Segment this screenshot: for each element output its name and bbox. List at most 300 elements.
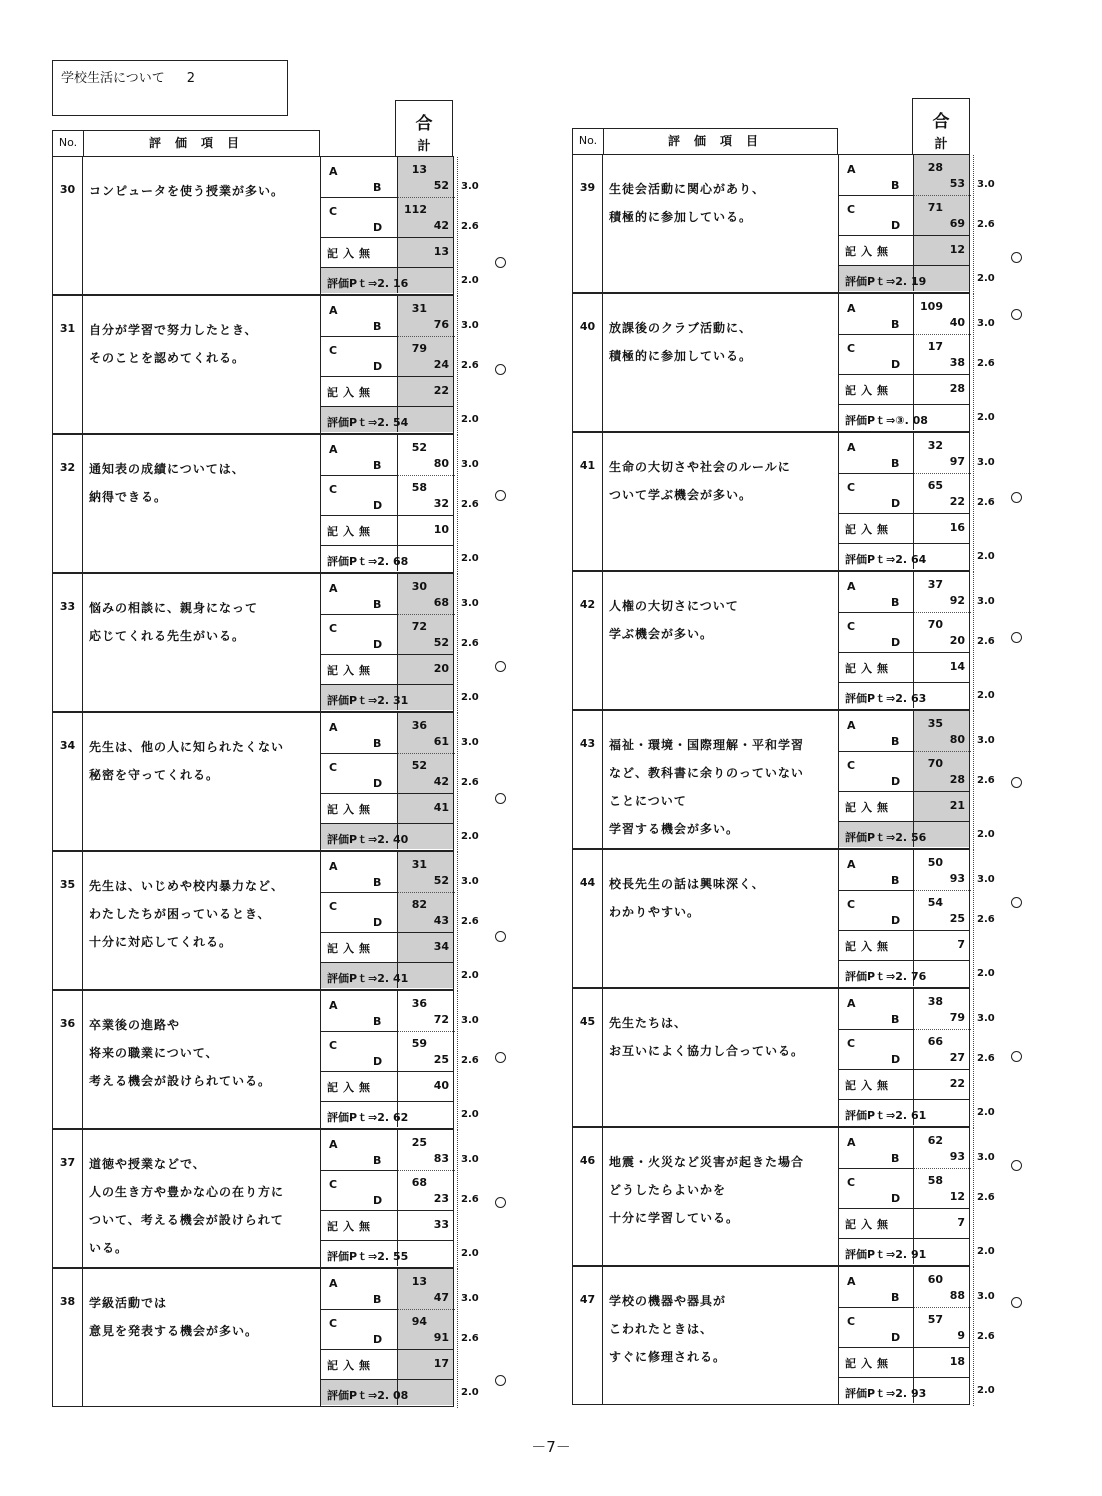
item-number: 37 — [53, 1130, 83, 1267]
section-number: 2 — [186, 71, 196, 86]
scale-2-6: 2.6 — [461, 777, 479, 788]
column-divider — [397, 574, 398, 710]
scale-2-0: 2.0 — [461, 692, 479, 703]
item-number: 47 — [573, 1267, 603, 1404]
question-line: 十分に学習している。 — [609, 1211, 740, 1225]
dotted-divider — [913, 1168, 971, 1169]
position-marker — [1011, 1297, 1022, 1308]
scale-2-6: 2.6 — [977, 497, 995, 508]
value-c: 112 — [404, 203, 427, 216]
pt-prefix: 評価Pｔ⇒ — [327, 1389, 378, 1402]
kinyu-value: 7 — [957, 1216, 965, 1229]
cell-divider — [839, 543, 969, 544]
pt-value: 2. 76 — [895, 970, 927, 983]
value-b: 68 — [433, 596, 449, 609]
cell-divider — [321, 1379, 453, 1380]
cell-divider — [321, 237, 453, 238]
kinyu-label: 記入無 — [845, 1079, 893, 1092]
pt-value: 2. 40 — [377, 833, 409, 846]
table-row — [52, 434, 479, 573]
question-line: わたしたちが困っているとき、 — [89, 907, 271, 921]
table-header-left — [52, 130, 320, 156]
value-d: 25 — [433, 1053, 449, 1066]
cell-divider — [839, 751, 913, 752]
value-c: 54 — [927, 896, 943, 909]
kinyu-label: 記入無 — [327, 1081, 375, 1094]
kinyu-value: 18 — [949, 1355, 965, 1368]
question-line: 生命の大切さや社会のルールに — [609, 460, 791, 474]
label-d: D — [373, 360, 383, 373]
table-row — [52, 1268, 479, 1407]
cell-divider — [321, 654, 453, 655]
kinyu-value: 21 — [949, 799, 965, 812]
cell-divider — [321, 962, 453, 963]
value-d: 20 — [949, 634, 965, 647]
label-c: C — [847, 1176, 856, 1189]
scale-2-0: 2.0 — [461, 275, 479, 286]
value-a: 28 — [927, 161, 943, 174]
column-divider — [913, 572, 914, 708]
cell-divider — [839, 960, 969, 961]
question-line: 積極的に参加している。 — [609, 210, 753, 224]
item-number: 36 — [53, 991, 83, 1128]
position-marker — [495, 1052, 506, 1063]
column-divider — [913, 433, 914, 569]
item-number: 33 — [53, 574, 83, 711]
dotted-divider — [397, 753, 455, 754]
scale-2-0: 2.0 — [977, 1246, 995, 1257]
question-line: 十分に対応してくれる。 — [89, 935, 233, 949]
value-c: 52 — [411, 759, 427, 772]
label-a: A — [847, 719, 856, 732]
column-divider — [913, 294, 914, 430]
scale-2-0: 2.0 — [977, 1107, 995, 1118]
label-c: C — [847, 203, 856, 216]
column-divider — [397, 1269, 398, 1405]
label-a: A — [847, 302, 856, 315]
position-marker — [1011, 492, 1022, 503]
table-row — [572, 1127, 995, 1266]
item-question — [83, 435, 321, 572]
label-c: C — [329, 1039, 338, 1052]
cell-divider — [839, 791, 969, 792]
scale-2-6: 2.6 — [461, 638, 479, 649]
cell-divider — [321, 932, 453, 933]
table-row — [572, 710, 995, 849]
pt-value: ③. 08 — [895, 414, 928, 427]
pt-value: 2. 93 — [895, 1387, 927, 1400]
label-c: C — [847, 898, 856, 911]
scale-3-0: 3.0 — [977, 179, 995, 190]
value-c: 58 — [927, 1174, 943, 1187]
question-line: 悩みの相談に、親身になって — [89, 601, 259, 615]
question-line: こわれたときは、 — [609, 1322, 714, 1336]
label-a: A — [847, 1136, 856, 1149]
dotted-divider — [913, 612, 971, 613]
position-marker — [495, 257, 506, 268]
position-marker — [1011, 252, 1022, 263]
value-d: 38 — [949, 356, 965, 369]
evaluation-pt — [845, 968, 926, 984]
value-c: 94 — [411, 1315, 427, 1328]
value-b: 80 — [949, 733, 965, 746]
value-b: 79 — [949, 1011, 965, 1024]
section-title-box — [52, 60, 288, 116]
label-b: B — [891, 318, 900, 331]
scale-2-6: 2.6 — [977, 914, 995, 925]
item-question — [83, 713, 321, 850]
dotted-divider — [913, 751, 971, 752]
label-c: C — [329, 900, 338, 913]
scale-3-0: 3.0 — [461, 1154, 479, 1165]
cell-divider — [321, 197, 397, 198]
item-number: 46 — [573, 1128, 603, 1265]
value-a: 13 — [411, 1275, 427, 1288]
value-c: 58 — [411, 481, 427, 494]
label-b: B — [891, 179, 900, 192]
label-c: C — [329, 344, 338, 357]
pt-prefix: 評価Pｔ⇒ — [845, 1387, 896, 1400]
question-line: 放課後のクラブ活動に、 — [609, 321, 753, 335]
position-marker — [1011, 632, 1022, 643]
table-row — [572, 988, 995, 1127]
question-line: 積極的に参加している。 — [609, 349, 753, 363]
label-d: D — [373, 1194, 383, 1207]
dotted-divider — [397, 1309, 455, 1310]
kinyu-label: 記入無 — [327, 525, 375, 538]
kinyu-label: 記入無 — [845, 1357, 893, 1370]
cell-divider — [839, 1099, 969, 1100]
label-d: D — [891, 914, 901, 927]
label-a: A — [329, 721, 338, 734]
pt-prefix: 評価Pｔ⇒ — [845, 553, 896, 566]
pt-value: 2. 31 — [377, 694, 409, 707]
pt-prefix: 評価Pｔ⇒ — [845, 1109, 896, 1122]
scale-2-0: 2.0 — [977, 690, 995, 701]
kinyu-label: 記入無 — [327, 247, 375, 260]
item-question — [83, 296, 321, 433]
label-a: A — [329, 165, 338, 178]
label-b: B — [373, 1015, 382, 1028]
position-marker — [495, 793, 506, 804]
scale-3-0: 3.0 — [461, 320, 479, 331]
kinyu-label: 記入無 — [845, 245, 893, 258]
item-number: 30 — [53, 157, 83, 294]
total-header-top: 合 — [932, 112, 950, 132]
pt-prefix: 評価Pｔ⇒ — [845, 414, 896, 427]
column-divider — [397, 713, 398, 849]
kinyu-label: 記入無 — [327, 1220, 375, 1233]
label-d: D — [891, 636, 901, 649]
scale-axis — [457, 852, 458, 991]
value-c: 72 — [411, 620, 427, 633]
value-d: 9 — [957, 1329, 965, 1342]
scale-axis — [457, 991, 458, 1130]
cell-divider — [839, 821, 969, 822]
label-c: C — [847, 620, 856, 633]
value-a: 50 — [927, 856, 943, 869]
column-divider — [913, 711, 914, 847]
pt-prefix: 評価Pｔ⇒ — [327, 833, 378, 846]
cell-divider — [839, 1029, 913, 1030]
cell-divider — [321, 475, 397, 476]
label-d: D — [891, 219, 901, 232]
scale-axis — [973, 711, 974, 850]
total-header-top: 合 — [415, 114, 433, 134]
label-c: C — [847, 1037, 856, 1050]
scale-3-0: 3.0 — [461, 181, 479, 192]
question-line: 将来の職業について、 — [89, 1046, 219, 1060]
scale-axis — [457, 296, 458, 435]
question-line: そのことを認めてくれる。 — [89, 351, 246, 365]
scale-2-0: 2.0 — [461, 553, 479, 564]
cell-divider — [839, 1347, 969, 1348]
cell-divider — [839, 334, 913, 335]
scale-2-6: 2.6 — [977, 219, 995, 230]
question-line: 考える機会が設けられている。 — [89, 1074, 272, 1088]
label-c: C — [847, 759, 856, 772]
value-a: 36 — [411, 997, 427, 1010]
label-b: B — [373, 737, 382, 750]
kinyu-value: 40 — [433, 1079, 449, 1092]
dotted-divider — [913, 1307, 971, 1308]
kinyu-label: 記入無 — [845, 523, 893, 536]
item-number: 39 — [573, 155, 603, 292]
scale-2-6: 2.6 — [461, 1055, 479, 1066]
scale-axis — [973, 989, 974, 1128]
label-a: A — [847, 163, 856, 176]
cell-divider — [321, 823, 453, 824]
cell-divider — [321, 1170, 397, 1171]
value-d: 23 — [433, 1192, 449, 1205]
item-question — [603, 850, 839, 987]
cell-divider — [321, 1210, 453, 1211]
evaluation-pt — [845, 551, 926, 567]
question-line: 卒業後の進路や — [89, 1018, 181, 1032]
question-line: 秘密を守ってくれる。 — [89, 768, 220, 782]
scale-3-0: 3.0 — [977, 457, 995, 468]
scale-2-0: 2.0 — [977, 968, 995, 979]
label-b: B — [373, 1293, 382, 1306]
value-b: 93 — [949, 1150, 965, 1163]
table-row — [572, 571, 995, 710]
scale-3-0: 3.0 — [461, 1293, 479, 1304]
pt-value: 2. 63 — [895, 692, 927, 705]
question-line: お互いによく協力し合っている。 — [609, 1044, 805, 1058]
value-d: 25 — [949, 912, 965, 925]
value-a: 31 — [411, 302, 427, 315]
pt-prefix: 評価Pｔ⇒ — [327, 277, 378, 290]
evaluation-pt — [845, 1246, 926, 1262]
evaluation-pt — [327, 1387, 408, 1403]
item-question — [83, 1130, 321, 1267]
kinyu-value: 41 — [433, 801, 449, 814]
question-line: ついて、考える機会が設けられて — [89, 1213, 284, 1227]
scale-3-0: 3.0 — [977, 1291, 995, 1302]
question-line: いる。 — [89, 1241, 129, 1255]
value-c: 57 — [927, 1313, 943, 1326]
evaluation-pt — [845, 1107, 926, 1123]
label-a: A — [329, 582, 338, 595]
scale-3-0: 3.0 — [977, 318, 995, 329]
pt-prefix: 評価Pｔ⇒ — [327, 1111, 378, 1124]
pt-value: 2. 55 — [377, 1250, 409, 1263]
kinyu-label: 記入無 — [327, 1359, 375, 1372]
kinyu-value: 14 — [949, 660, 965, 673]
evaluation-pt — [327, 275, 408, 291]
item-question — [83, 852, 321, 989]
scale-axis — [457, 713, 458, 852]
label-d: D — [373, 1055, 383, 1068]
kinyu-label: 記入無 — [327, 664, 375, 677]
column-divider — [913, 1267, 914, 1403]
kinyu-value: 20 — [433, 662, 449, 675]
column-divider — [397, 435, 398, 571]
question-line: 校長先生の話は興味深く、 — [609, 877, 765, 891]
scale-2-6: 2.6 — [977, 1331, 995, 1342]
cell-divider — [321, 406, 453, 407]
scale-3-0: 3.0 — [977, 874, 995, 885]
item-number: 41 — [573, 433, 603, 570]
label-c: C — [329, 761, 338, 774]
scale-axis — [457, 574, 458, 713]
cell-divider — [321, 336, 397, 337]
column-divider — [913, 1128, 914, 1264]
item-number: 43 — [573, 711, 603, 848]
item-number: 38 — [53, 1269, 83, 1406]
kinyu-value: 17 — [433, 1357, 449, 1370]
dotted-divider — [913, 334, 971, 335]
label-d: D — [373, 916, 383, 929]
kinyu-value: 7 — [957, 938, 965, 951]
value-b: 72 — [433, 1013, 449, 1026]
dotted-divider — [397, 475, 455, 476]
kinyu-label: 記入無 — [327, 942, 375, 955]
question-line: 学級活動では — [89, 1296, 168, 1310]
item-number: 45 — [573, 989, 603, 1126]
table-row — [572, 432, 995, 571]
position-marker — [495, 931, 506, 942]
scale-2-0: 2.0 — [977, 551, 995, 562]
dotted-divider — [913, 1029, 971, 1030]
item-number: 32 — [53, 435, 83, 572]
evaluation-pt — [845, 690, 926, 706]
table-row — [52, 295, 479, 434]
scale-axis — [973, 294, 974, 433]
pt-value: 2. 68 — [377, 555, 409, 568]
scale-axis — [973, 155, 974, 294]
value-d: 12 — [949, 1190, 965, 1203]
question-line: すぐに修理される。 — [609, 1350, 727, 1364]
column-divider — [397, 852, 398, 988]
value-c: 59 — [411, 1037, 427, 1050]
question-line: 地震・火災など災害が起きた場合 — [609, 1155, 805, 1169]
cell-divider — [839, 652, 969, 653]
total-header-bottom: 計 — [417, 139, 431, 154]
scale-2-6: 2.6 — [977, 1192, 995, 1203]
label-d: D — [373, 221, 383, 234]
item-number: 34 — [53, 713, 83, 850]
label-a: A — [329, 999, 338, 1012]
pt-prefix: 評価Pｔ⇒ — [845, 1248, 896, 1261]
kinyu-value: 22 — [949, 1077, 965, 1090]
label-c: C — [329, 1178, 338, 1191]
scale-axis — [973, 1128, 974, 1267]
cell-divider — [839, 404, 969, 405]
total-column-header-left — [395, 100, 453, 156]
table-row — [572, 849, 995, 988]
item-question — [603, 572, 839, 709]
value-c: 71 — [927, 201, 943, 214]
question-line: 先生は、他の人に知られたくない — [89, 740, 285, 754]
column-divider — [397, 1130, 398, 1266]
label-b: B — [373, 181, 382, 194]
total-header-bottom: 計 — [934, 137, 948, 152]
scale-2-6: 2.6 — [461, 499, 479, 510]
evaluation-pt — [327, 692, 408, 708]
cell-divider — [839, 1208, 969, 1209]
scale-2-6: 2.6 — [977, 358, 995, 369]
table-row — [572, 154, 995, 293]
scale-2-6: 2.6 — [461, 221, 479, 232]
cell-divider — [839, 265, 969, 266]
label-a: A — [329, 860, 338, 873]
value-b: 52 — [433, 874, 449, 887]
label-b: B — [891, 1291, 900, 1304]
scale-2-0: 2.0 — [461, 970, 479, 981]
column-divider — [913, 850, 914, 986]
scale-2-0: 2.0 — [461, 1248, 479, 1259]
evaluation-pt — [845, 1385, 926, 1401]
kinyu-value: 28 — [949, 382, 965, 395]
evaluation-pt — [327, 1109, 408, 1125]
label-b: B — [891, 1152, 900, 1165]
item-question — [603, 294, 839, 431]
scale-2-6: 2.6 — [461, 1333, 479, 1344]
cell-divider — [839, 1238, 969, 1239]
label-b: B — [891, 874, 900, 887]
cell-divider — [839, 1069, 969, 1070]
kinyu-value: 12 — [949, 243, 965, 256]
item-number: 40 — [573, 294, 603, 431]
question-line: 学ぶ機会が多い。 — [609, 627, 714, 641]
kinyu-value: 34 — [433, 940, 449, 953]
pt-value: 2. 62 — [377, 1111, 409, 1124]
label-d: D — [891, 358, 901, 371]
cell-divider — [321, 684, 453, 685]
column-divider — [397, 296, 398, 432]
table-row — [52, 1129, 479, 1268]
value-b: 40 — [949, 316, 965, 329]
header-item: 評価項目 — [148, 136, 253, 150]
value-a: 35 — [927, 717, 943, 730]
value-a: 32 — [927, 439, 943, 452]
label-b: B — [373, 876, 382, 889]
value-b: 93 — [949, 872, 965, 885]
value-a: 13 — [411, 163, 427, 176]
item-question — [83, 574, 321, 711]
scale-2-0: 2.0 — [977, 273, 995, 284]
kinyu-label: 記入無 — [845, 384, 893, 397]
scale-2-6: 2.6 — [461, 1194, 479, 1205]
scale-2-0: 2.0 — [977, 412, 995, 423]
dotted-divider — [397, 892, 455, 893]
label-c: C — [329, 622, 338, 635]
question-line: 先生たちは、 — [609, 1016, 688, 1030]
cell-divider — [321, 1349, 453, 1350]
item-question — [603, 1267, 839, 1404]
kinyu-label: 記入無 — [845, 940, 893, 953]
